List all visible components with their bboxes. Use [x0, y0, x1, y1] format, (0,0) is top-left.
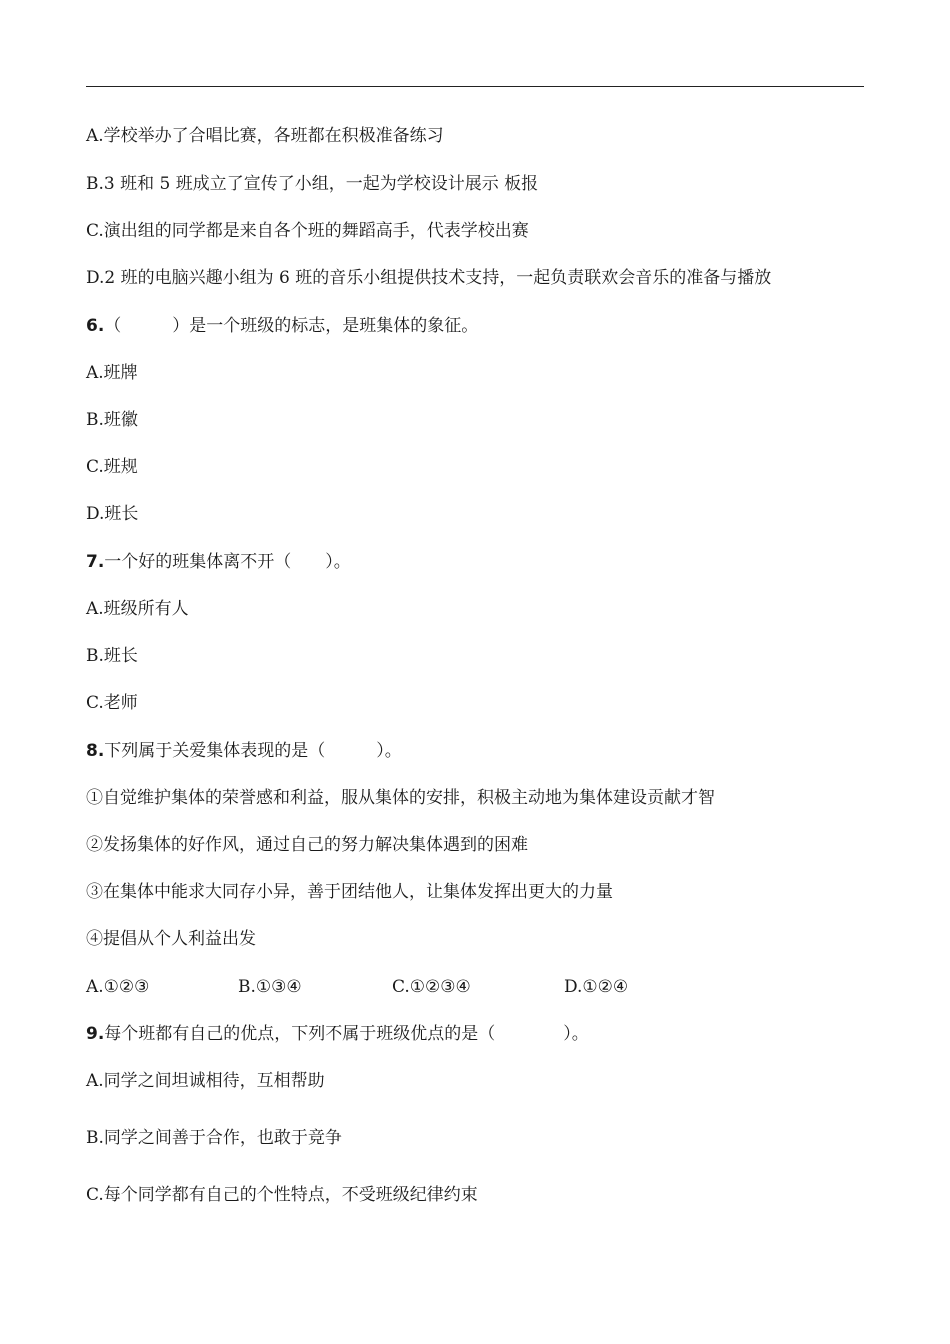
statement-line: ④提倡从个人利益出发 [86, 929, 256, 949]
question-number: 7. [86, 552, 105, 572]
option-b: B.①③④ [238, 977, 302, 997]
option-line: B.同学之间善于合作，也敢于竞争 [86, 1128, 342, 1148]
option-line: B.3 班和 5 班成立了宣传了小组，一起为学校设计展示 板报 [86, 174, 539, 194]
question-8 [86, 739, 402, 763]
question-6 [86, 314, 478, 338]
option-line: A.班牌 [86, 363, 138, 383]
option-line: A.班级所有人 [86, 599, 189, 619]
question-stem: 每个班都有自己的优点，下列不属于班级优点的是（ ）。 [104, 1024, 589, 1044]
option-c: C.①②③④ [392, 977, 471, 997]
option-line: B.班徽 [86, 410, 138, 430]
option-line: B.班长 [86, 646, 138, 666]
option-line: A.同学之间坦诚相待，互相帮助 [86, 1071, 325, 1091]
question-9 [86, 1022, 589, 1046]
option-line: C.班规 [86, 457, 138, 477]
statement-line: ③在集体中能求大同存小异，善于团结他人，让集体发挥出更大的力量 [86, 882, 613, 902]
question-number: 6. [86, 316, 105, 336]
option-line: C.每个同学都有自己的个性特点，不受班级纪律约束 [86, 1185, 478, 1205]
question-stem: 下列属于关爱集体表现的是（ ）。 [104, 741, 402, 761]
statement-line: ①自觉维护集体的荣誉感和利益，服从集体的安排，积极主动地为集体建设贡献才智 [86, 788, 715, 808]
question-stem: 一个好的班集体离不开（ ）。 [104, 552, 351, 572]
statement-line: ②发扬集体的好作风，通过自己的努力解决集体遇到的困难 [86, 835, 528, 855]
question-stem: （ ）是一个班级的标志，是班集体的象征。 [104, 316, 479, 336]
option-line: A.学校举办了合唱比赛，各班都在积极准备练习 [86, 126, 444, 146]
option-a: A.①②③ [86, 977, 150, 997]
header-rule [86, 86, 864, 87]
option-d: D.①②④ [564, 977, 629, 997]
option-line: C.老师 [86, 693, 138, 713]
question-number: 9. [86, 1024, 105, 1044]
question-7 [86, 550, 351, 574]
option-line: D.班长 [86, 504, 139, 524]
option-line: C.演出组的同学都是来自各个班的舞蹈高手，代表学校出赛 [86, 221, 529, 241]
option-line: D.2 班的电脑兴趣小组为 6 班的音乐小组提供技术支持，一起负责联欢会音乐的准备与播放 [86, 268, 772, 288]
question-number: 8. [86, 741, 105, 761]
